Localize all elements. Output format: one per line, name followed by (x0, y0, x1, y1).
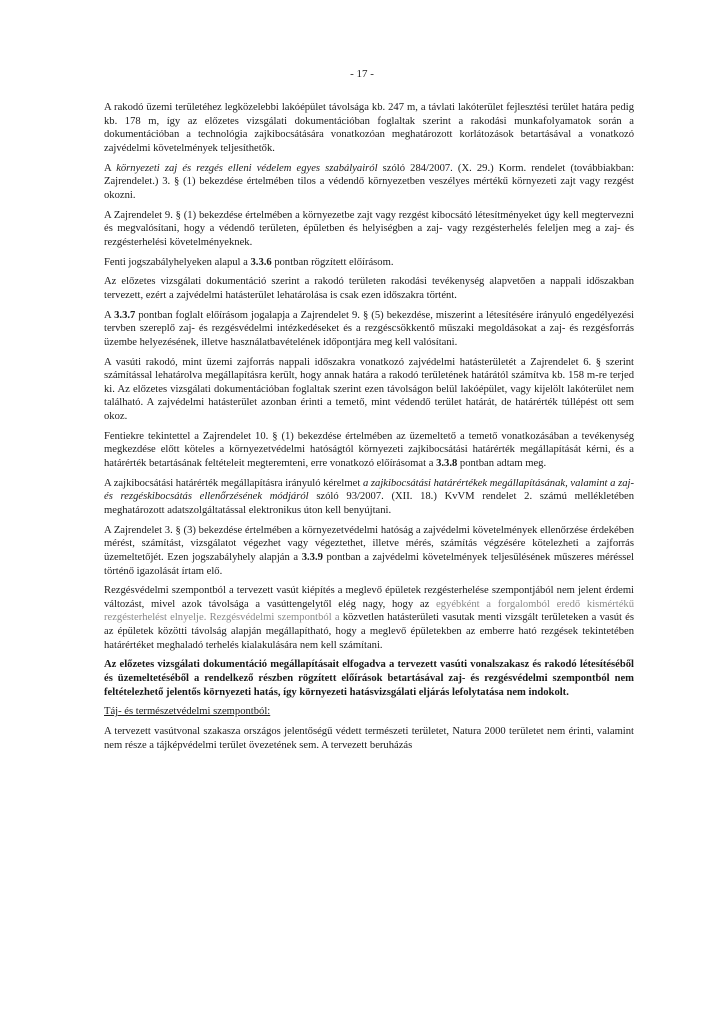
section-heading-landscape-nature (104, 705, 634, 719)
paragraph-text: A rakodó üzemi területéhez legközelebbi lakóépület távolsága kb. 247 m, a távlati lakóterület fejlesztési terület határa pedig kb. 178 m, így az előzetes vizsgálati dokumentációban foglaltak szerint a rakodási munkafolyamatok során a dokumentációban a technológia zajkibocsátására vonatkozóan meghatározott korlátozások betartásával a vonatkozó zajvédelmi követelmények teljesíthetők. (104, 102, 634, 154)
paragraph-text: szóló 284/2007. (X. 29.) Korm. rendelet (továbbiakban: Zajrendelet.) 3. § (1) bekezdése értelmében tilos a védendő környezetben veszélyes mértékű környezeti zajt vagy rezgést okozni. (104, 162, 635, 201)
paragraph-text: A Zajrendelet 9. § (1) bekezdése értelmében a környezetbe zajt vagy rezgést kibocsátó létesítményeket úgy kell megtervezni és megvalósítani, hogy a védendő területen, épületben és helyiségben a zaj- vagy rezgésterhelés feleljen meg a zaj- és rezgésterhelési követelményeknek. (104, 209, 634, 248)
paragraph-kvvm-rendelet (104, 477, 634, 518)
regulation-title: környezeti zaj és rezgés elleni védelem egyes szabályairól (116, 162, 378, 174)
regulation-title: a zajkibocsátási határértékek megállapításának, valamint a zaj- és rezgéskibocsátás ellenőrzésének módjáról (104, 477, 634, 503)
point-reference: 3.3.9 (301, 551, 323, 563)
paragraph-ref-3-3-8 (104, 430, 634, 471)
paragraph-text: Rezgésvédelmi szempontból a tervezett vasút kiépítés a meglevő épületek rezgésterhelése szempontjából nem jelent érdemi változást, mivel azok távolsága a vasúttengelytől elég nagy, hogy az (104, 585, 634, 610)
paragraph-ref-3-3-7 (104, 309, 634, 350)
paragraph-text: A Zajrendelet 3. § (3) bekezdése értelmében a környezetvédelmi hatóság a zajvédelmi követelmények ellenőrzése érdekében mérést, számítást, vizsgálatot végezhet vagy végeztethet, illetve mérés, számítás végzésére kötelezheti a zajforrás üzemeltetőjét. Ezen jogszabályhely alapján a (104, 524, 634, 563)
paragraph-vibration (104, 584, 634, 652)
paragraph-text: A zajkibocsátási határérték megállapításra irányuló kérelmet (104, 477, 363, 489)
paragraph-text: szóló 93/2007. (XII. 18.) KvVM rendelet 2. számú mellékletében meghatározott adatszolgáltatással elektronikus úton kell benyújtani. (104, 491, 635, 516)
paragraph-text: pontban a zajvédelmi követelmények teljesülésének műszeres méréssel történő igazolását írtam elő. (104, 551, 634, 577)
paragraph-text: Az előzetes vizsgálati dokumentáció szerint a rakodó területen rakodási tevékenység alapvetően a nappali időszakban tervezett, ezért a zajvédelmi hatásterület lehatárolása is csak ezen időszakra történt. (104, 276, 634, 301)
paragraph-text: pontban foglalt előírásom jogalapja a Zajrendelet 9. § (5) bekezdése, miszerint a létesítésére irányuló engedélyezési tervben szereplő zaj- és rezgésvédelmi intézkedéseket és a rezgéscsökkentő műszaki megoldásokat a zaj- és rezgésforrás üzembe helyezésének, illetve használatbavételének időpontjára meg kell valósítani. (104, 309, 635, 348)
paragraph-protected-areas (104, 725, 634, 752)
paragraph-text: Fenti jogszabályhelyeken alapul a (104, 256, 251, 268)
heading-text: Táj- és természetvédelmi szempontból: (104, 706, 271, 718)
paragraph-text: A vasúti rakodó, mint üzemi zajforrás nappali időszakra vonatkozó zajvédelmi hatásterületét a Zajrendelet 6. § szerint számítással lehatárolva megállapításra került, hogy annak határa a rakodó területének határától számítva kb. 158 m-re terjed ki. Az előzetes vizsgálati dokumentációban foglaltak szerint ezen távolságon belül lakóépület, vagy kijelölt lakóterület nem található. A zajvédelmi hatásterület azonban érinti a temető, mint védendő terület határát, de határérték túllépést ott sem okoz. (104, 356, 634, 422)
point-reference: 3.3.7 (114, 309, 136, 321)
paragraph-daytime-period (104, 275, 634, 302)
paragraph-text: pontban adtam meg. (457, 457, 547, 469)
page-number: - 17 - (350, 68, 374, 80)
paragraph-text: Fentiekre tekintettel a Zajrendelet 10. § (1) bekezdése értelmében az üzemeltető a temető vonatkozásában a tevékenység megkezdése előtt köteles a környezetvédelmi hatóságtól környezeti zajkibocsátási határérték megállapítását kérni, és a határérték betartásának feltételeit megteremteni, erre vonatkozó előírásomat a (104, 430, 634, 469)
paragraph-ref-3-3-6 (104, 256, 634, 270)
paragraph-section-9-1 (104, 209, 634, 250)
faded-text: egyébként a forgalomból eredő kismértékű rezgésterhelést elnyelje. Rezgésvédelmi szempontból a (104, 598, 634, 624)
paragraph-text: A (104, 309, 115, 321)
paragraph-text: A tervezett vasútvonal szakasza országos jelentőségű védett természeti területet, Natura 2000 területet nem érinti, valamint nem része a tájképvédelmi terület övezetének sem. A tervezett beruházás (104, 726, 634, 751)
paragraph-text: Az előzetes vizsgálati dokumentáció megállapításait elfogadva a tervezett vasúti vonalszakasz és rakodó létesítéséből és üzemeltetéséből a rendelkező részben rögzített előírások betartásával zaj- és rezgésvédelmi szempontból nem feltételezhető jelentős környezeti hatás, így környezeti hatásvizsgálati eljárás lefolytatása nem indokolt. (104, 659, 634, 698)
point-reference: 3.3.6 (250, 256, 272, 268)
paragraph-noise-distance (104, 101, 634, 155)
paragraph-ref-3-3-9 (104, 524, 634, 578)
paragraph-impact-area (104, 356, 634, 424)
paragraph-text: közvetlen hatásterületi vasutak menti vizsgált területeken a vasút és az épületek közötti távolság alapján megállapítható, hogy a meglevő épületekben az emberre ható rezgések tekintetében határértéket meghaladó terhelés kialakulására nem kell számítani. (104, 612, 634, 651)
paragraph-text: pontban rögzített előírásom. (271, 256, 394, 268)
paragraph-conclusion (104, 658, 634, 699)
point-reference: 3.3.8 (436, 457, 458, 469)
document-body (104, 101, 634, 752)
paragraph-zajrendelet-intro (104, 162, 634, 203)
paragraph-text: A (104, 162, 117, 174)
